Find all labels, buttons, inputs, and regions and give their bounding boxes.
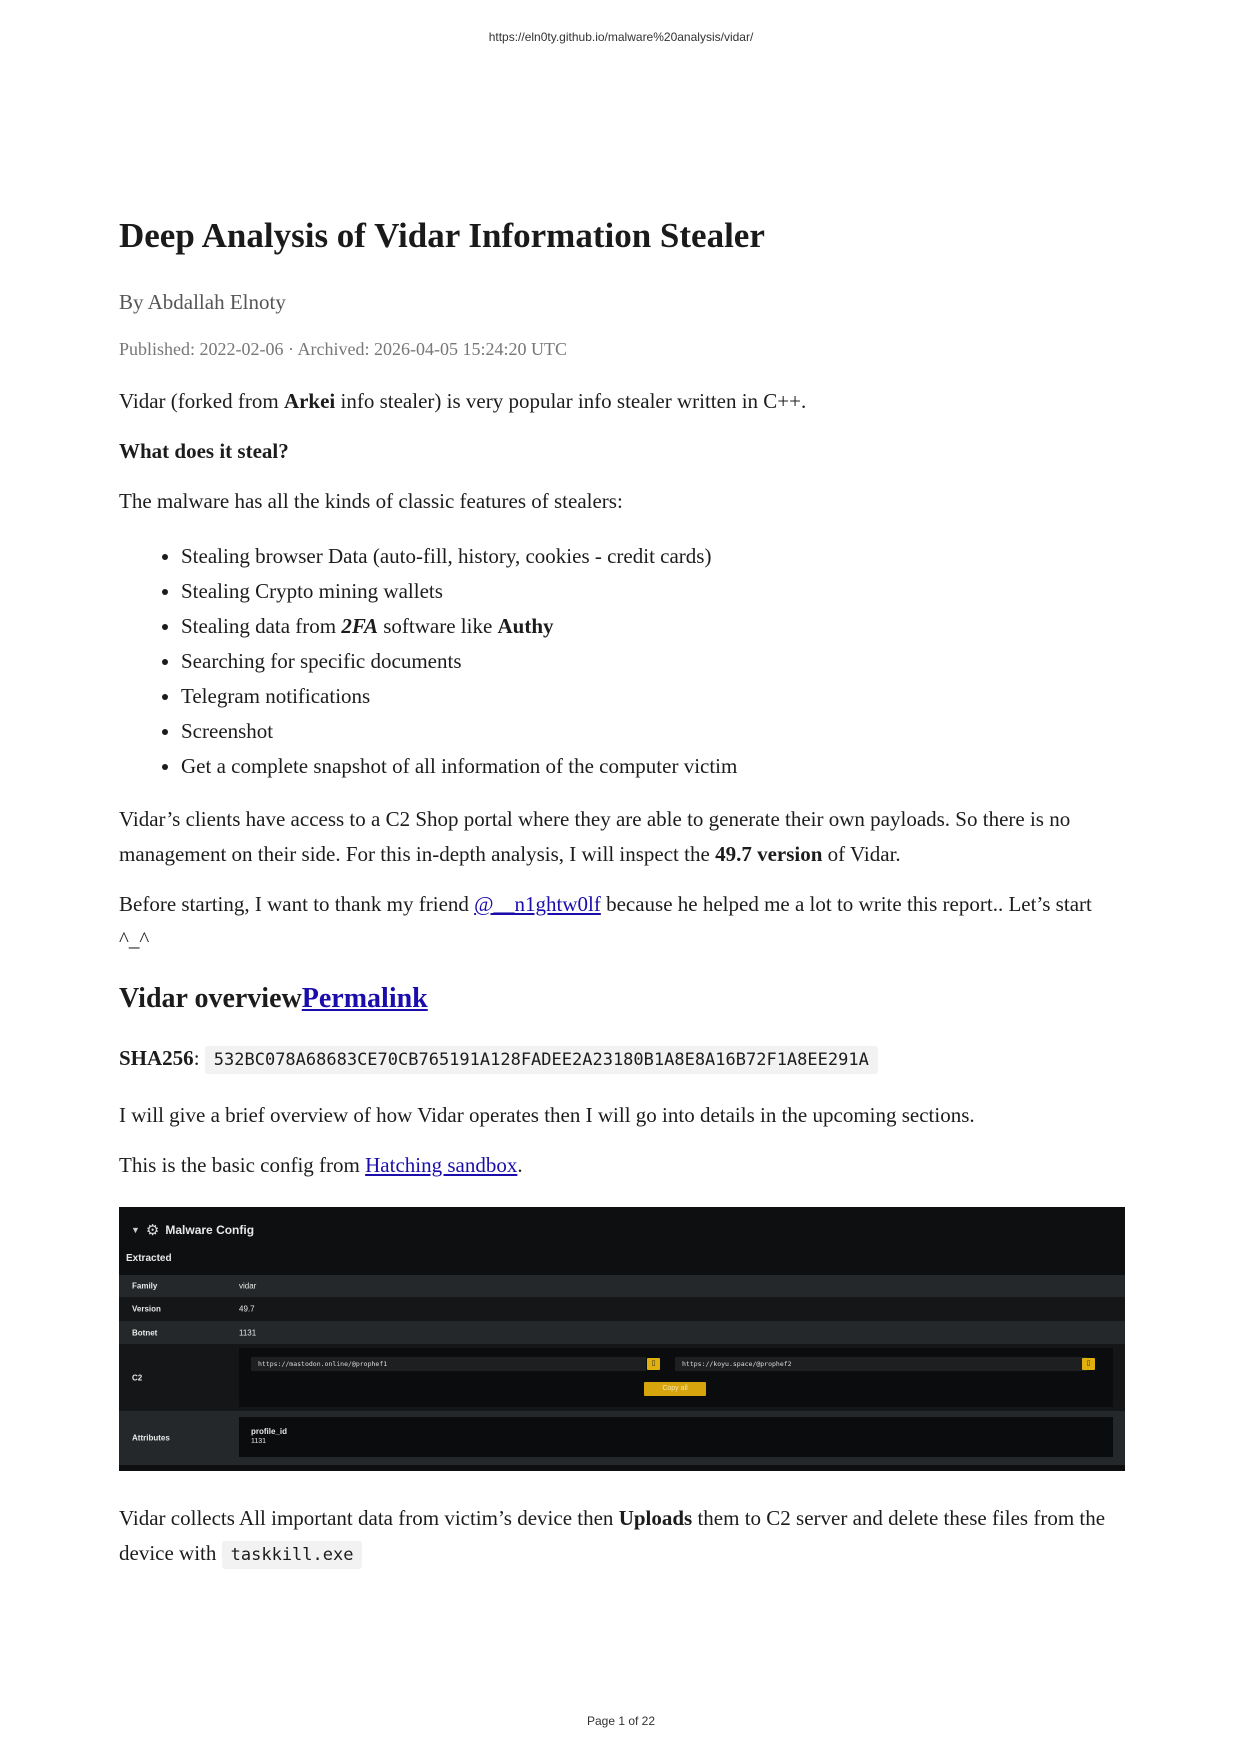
list-item: • Telegram notifications <box>181 679 1125 714</box>
config-header: ▼ ⚙ Malware Config <box>131 1222 255 1239</box>
config-row-c2: C2 https://mastodon.online/@prophef1 ▯ https://koyu.space/@prophef2 ▯ Copy all <box>119 1344 1125 1411</box>
hatching-sandbox-link[interactable]: Hatching sandbox <box>365 1153 518 1177</box>
clipboard-icon: ▯ <box>647 1358 660 1370</box>
features-intro: The malware has all the kinds of classic features of stealers: <box>119 489 623 513</box>
author-byline: By Abdallah Elnoty <box>119 290 286 314</box>
caret-down-icon: ▼ <box>131 1225 140 1235</box>
page-number-footer: Page 1 of 22 <box>586 1714 656 1728</box>
list-item: • Screenshot <box>181 714 1125 749</box>
c2-box <box>239 1348 1113 1407</box>
attribute-value: 1131 <box>251 1438 267 1445</box>
overview-paragraph: I will give a brief overview of how Vidar operates then I will go into details in the upcoming sections. <box>119 1103 975 1127</box>
config-row-family: Family vidar <box>119 1275 1125 1297</box>
features-list <box>119 539 1125 784</box>
list-item: • Stealing Crypto mining wallets <box>181 574 1125 609</box>
article <box>119 214 1125 1573</box>
copy-all-button: Copy all <box>644 1382 706 1396</box>
attributes-box <box>239 1417 1113 1457</box>
list-item: • Searching for specific documents <box>181 644 1125 679</box>
article-title: Deep Analysis of Vidar Information Stealer <box>119 216 765 255</box>
config-row-attributes: Attributes profile_id 1131 <box>119 1411 1125 1465</box>
malware-config-screenshot <box>119 1207 1125 1471</box>
list-item: • Stealing data from 2FA software like Authy <box>181 609 1125 644</box>
sha256-line: SHA256: 532BC078A68683CE70CB765191A128FADEE2A23180B1A8E8A16B72F1A8EE291A <box>119 1041 1125 1078</box>
publish-meta: Published: 2022-02-06 · Archived: 2026-04-05 15:24:20 UTC <box>119 339 567 359</box>
c2-url-2: https://koyu.space/@prophef2 <box>675 1357 1087 1371</box>
clients-paragraph: Vidar’s clients have access to a C2 Shop portal where they are able to generate their own payloads. So there is no management on their side. For this in-depth analysis, I will inspect the 49.7 version of Vidar. <box>119 807 1071 866</box>
taskkill-code: taskkill.exe <box>222 1541 363 1569</box>
permalink-link[interactable]: Permalink <box>301 983 428 1014</box>
section-heading-overview: Vidar overviewPermalink <box>119 983 428 1014</box>
config-extracted-label: Extracted <box>126 1253 172 1264</box>
friend-link[interactable]: @__n1ghtw0lf <box>474 892 601 916</box>
config-row-botnet: Botnet 1131 <box>119 1321 1125 1344</box>
list-item: • Get a complete snapshot of all information of the computer victim <box>181 749 1125 784</box>
gear-icon: ⚙ <box>145 1222 160 1239</box>
intro-paragraph: Vidar (forked from Arkei info stealer) is very popular info stealer written in C++. <box>119 389 807 413</box>
page-url-header: https://eln0ty.github.io/malware%20analysis/vidar/ <box>488 30 754 44</box>
config-source-paragraph: This is the basic config from Hatching sandbox. <box>119 1153 523 1177</box>
question-heading: What does it steal? <box>119 439 289 463</box>
thanks-paragraph: Before starting, I want to thank my friend @__n1ghtw0lf because he helped me a lot to write this report.. Let’s start ^_^ <box>119 892 1092 951</box>
clipboard-icon: ▯ <box>1082 1358 1095 1370</box>
attribute-key: profile_id <box>251 1427 288 1436</box>
list-item: • Stealing browser Data (auto-fill, history, cookies - credit cards) <box>181 539 1125 574</box>
config-row-version: Version 49.7 <box>119 1297 1125 1321</box>
sha256-value: 532BC078A68683CE70CB765191A128FADEE2A23180B1A8E8A16B72F1A8EE291A <box>205 1046 878 1074</box>
c2-url-1: https://mastodon.online/@prophef1 <box>251 1357 646 1371</box>
collects-paragraph: Vidar collects All important data from victim’s device then Uploads them to C2 server and delete these files from the device with taskkill.exe <box>119 1501 1125 1573</box>
